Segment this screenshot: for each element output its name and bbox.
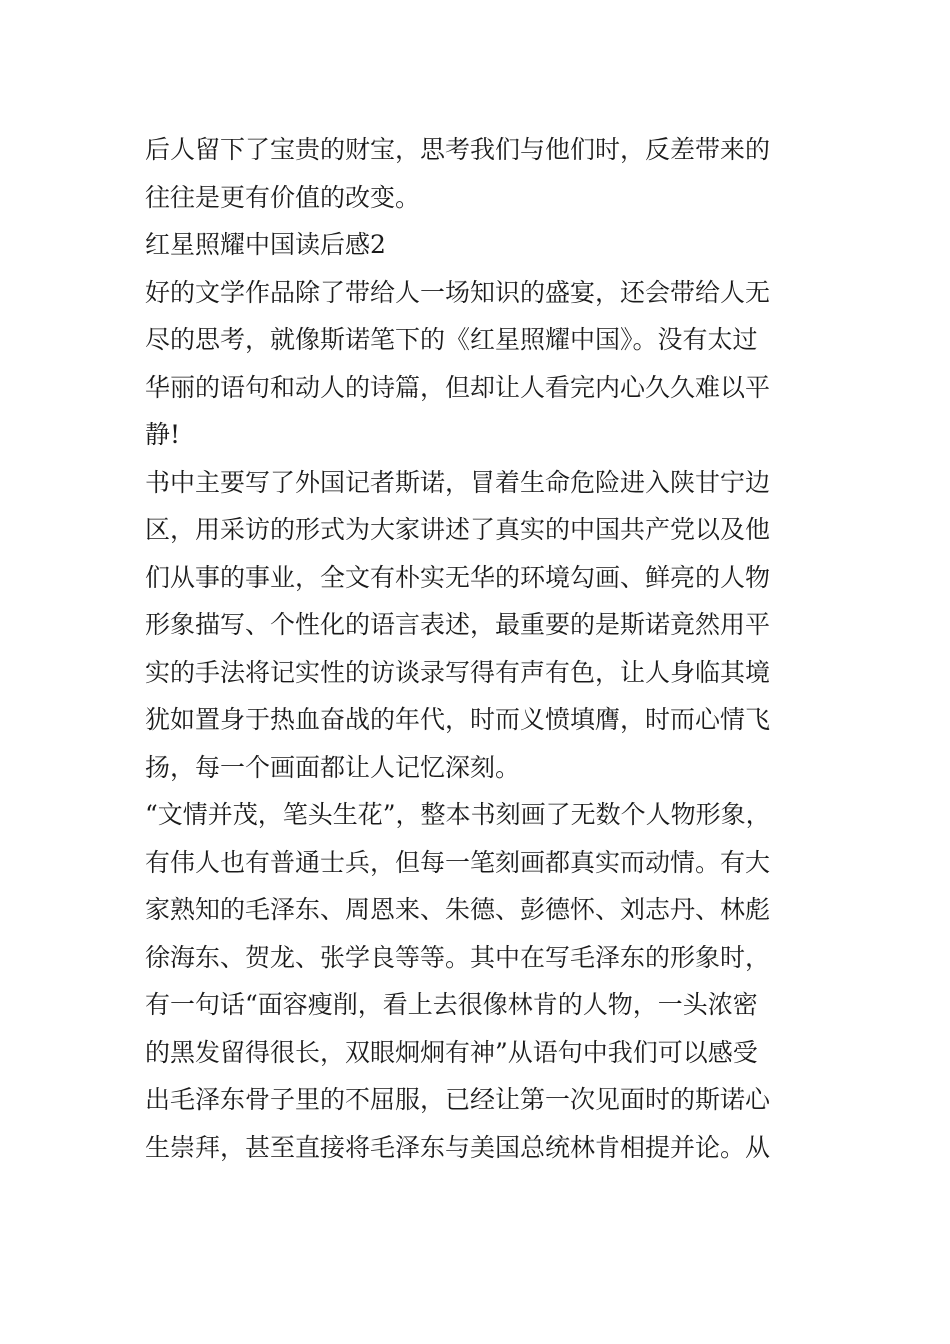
text-line-8: 书中主要写了外国记者斯诺，冒着生命危险进入陕甘宁边 <box>145 467 771 497</box>
text-line-7: 静! <box>145 420 181 449</box>
text-line-12: 实的手法将记实性的访谈录写得有声有色，让人身临其境 <box>145 657 771 687</box>
text-line-19: 有一句话“面容瘦削，看上去很像林肯的人物，一头浓密 <box>145 990 758 1019</box>
text-line-6: 华丽的语句和动人的诗篇，但却让人看完内心久久难以平 <box>145 372 771 402</box>
text-line-4: 好的文学作品除了带给人一场知识的盛宴，还会带给人无 <box>145 277 771 307</box>
text-line-15: “文情并茂，笔头生花”，整本书刻画了无数个人物形象， <box>145 800 771 829</box>
text-line-9: 区，用采访的形式为大家讲述了真实的中国共产党以及他 <box>145 515 771 544</box>
text-line-5: 尽的思考，就像斯诺笔下的《红星照耀中国》。没有太过 <box>145 325 758 354</box>
section-heading: 红星照耀中国读后感2 <box>145 230 386 259</box>
text-line-11: 形象描写、个性化的语言表述，最重要的是斯诺竟然用平 <box>145 610 771 639</box>
text-line-18: 徐海东、贺龙、张学良等等。其中在写毛泽东的形象时， <box>145 942 771 972</box>
text-line-16: 有伟人也有普通士兵，但每一笔刻画都真实而动情。有大 <box>145 847 771 877</box>
text-line-2: 往往是更有价值的改变。 <box>145 182 421 212</box>
text-line-10: 们从事的事业，全文有朴实无华的环境勾画、鲜亮的人物 <box>145 562 771 592</box>
text-line-20: 的黑发留得很长，双眼炯炯有神”从语句中我们可以感受 <box>145 1037 758 1067</box>
text-line-21: 出毛泽东骨子里的不屈服，已经让第一次见面时的斯诺心 <box>145 1085 771 1114</box>
text-line-1: 后人留下了宝贵的财宝，思考我们与他们时，反差带来的 <box>145 135 771 164</box>
text-line-14: 扬，每一个画面都让人记忆深刻。 <box>145 752 521 782</box>
text-line-22: 生崇拜，甚至直接将毛泽东与美国总统林肯相提并论。从 <box>145 1132 771 1162</box>
text-line-13: 犹如置身于热血奋战的年代，时而义愤填膺，时而心情飞 <box>145 705 771 734</box>
document-body <box>145 126 815 1171</box>
text-line-17: 家熟知的毛泽东、周恩来、朱德、彭德怀、刘志丹、林彪 <box>145 895 771 924</box>
